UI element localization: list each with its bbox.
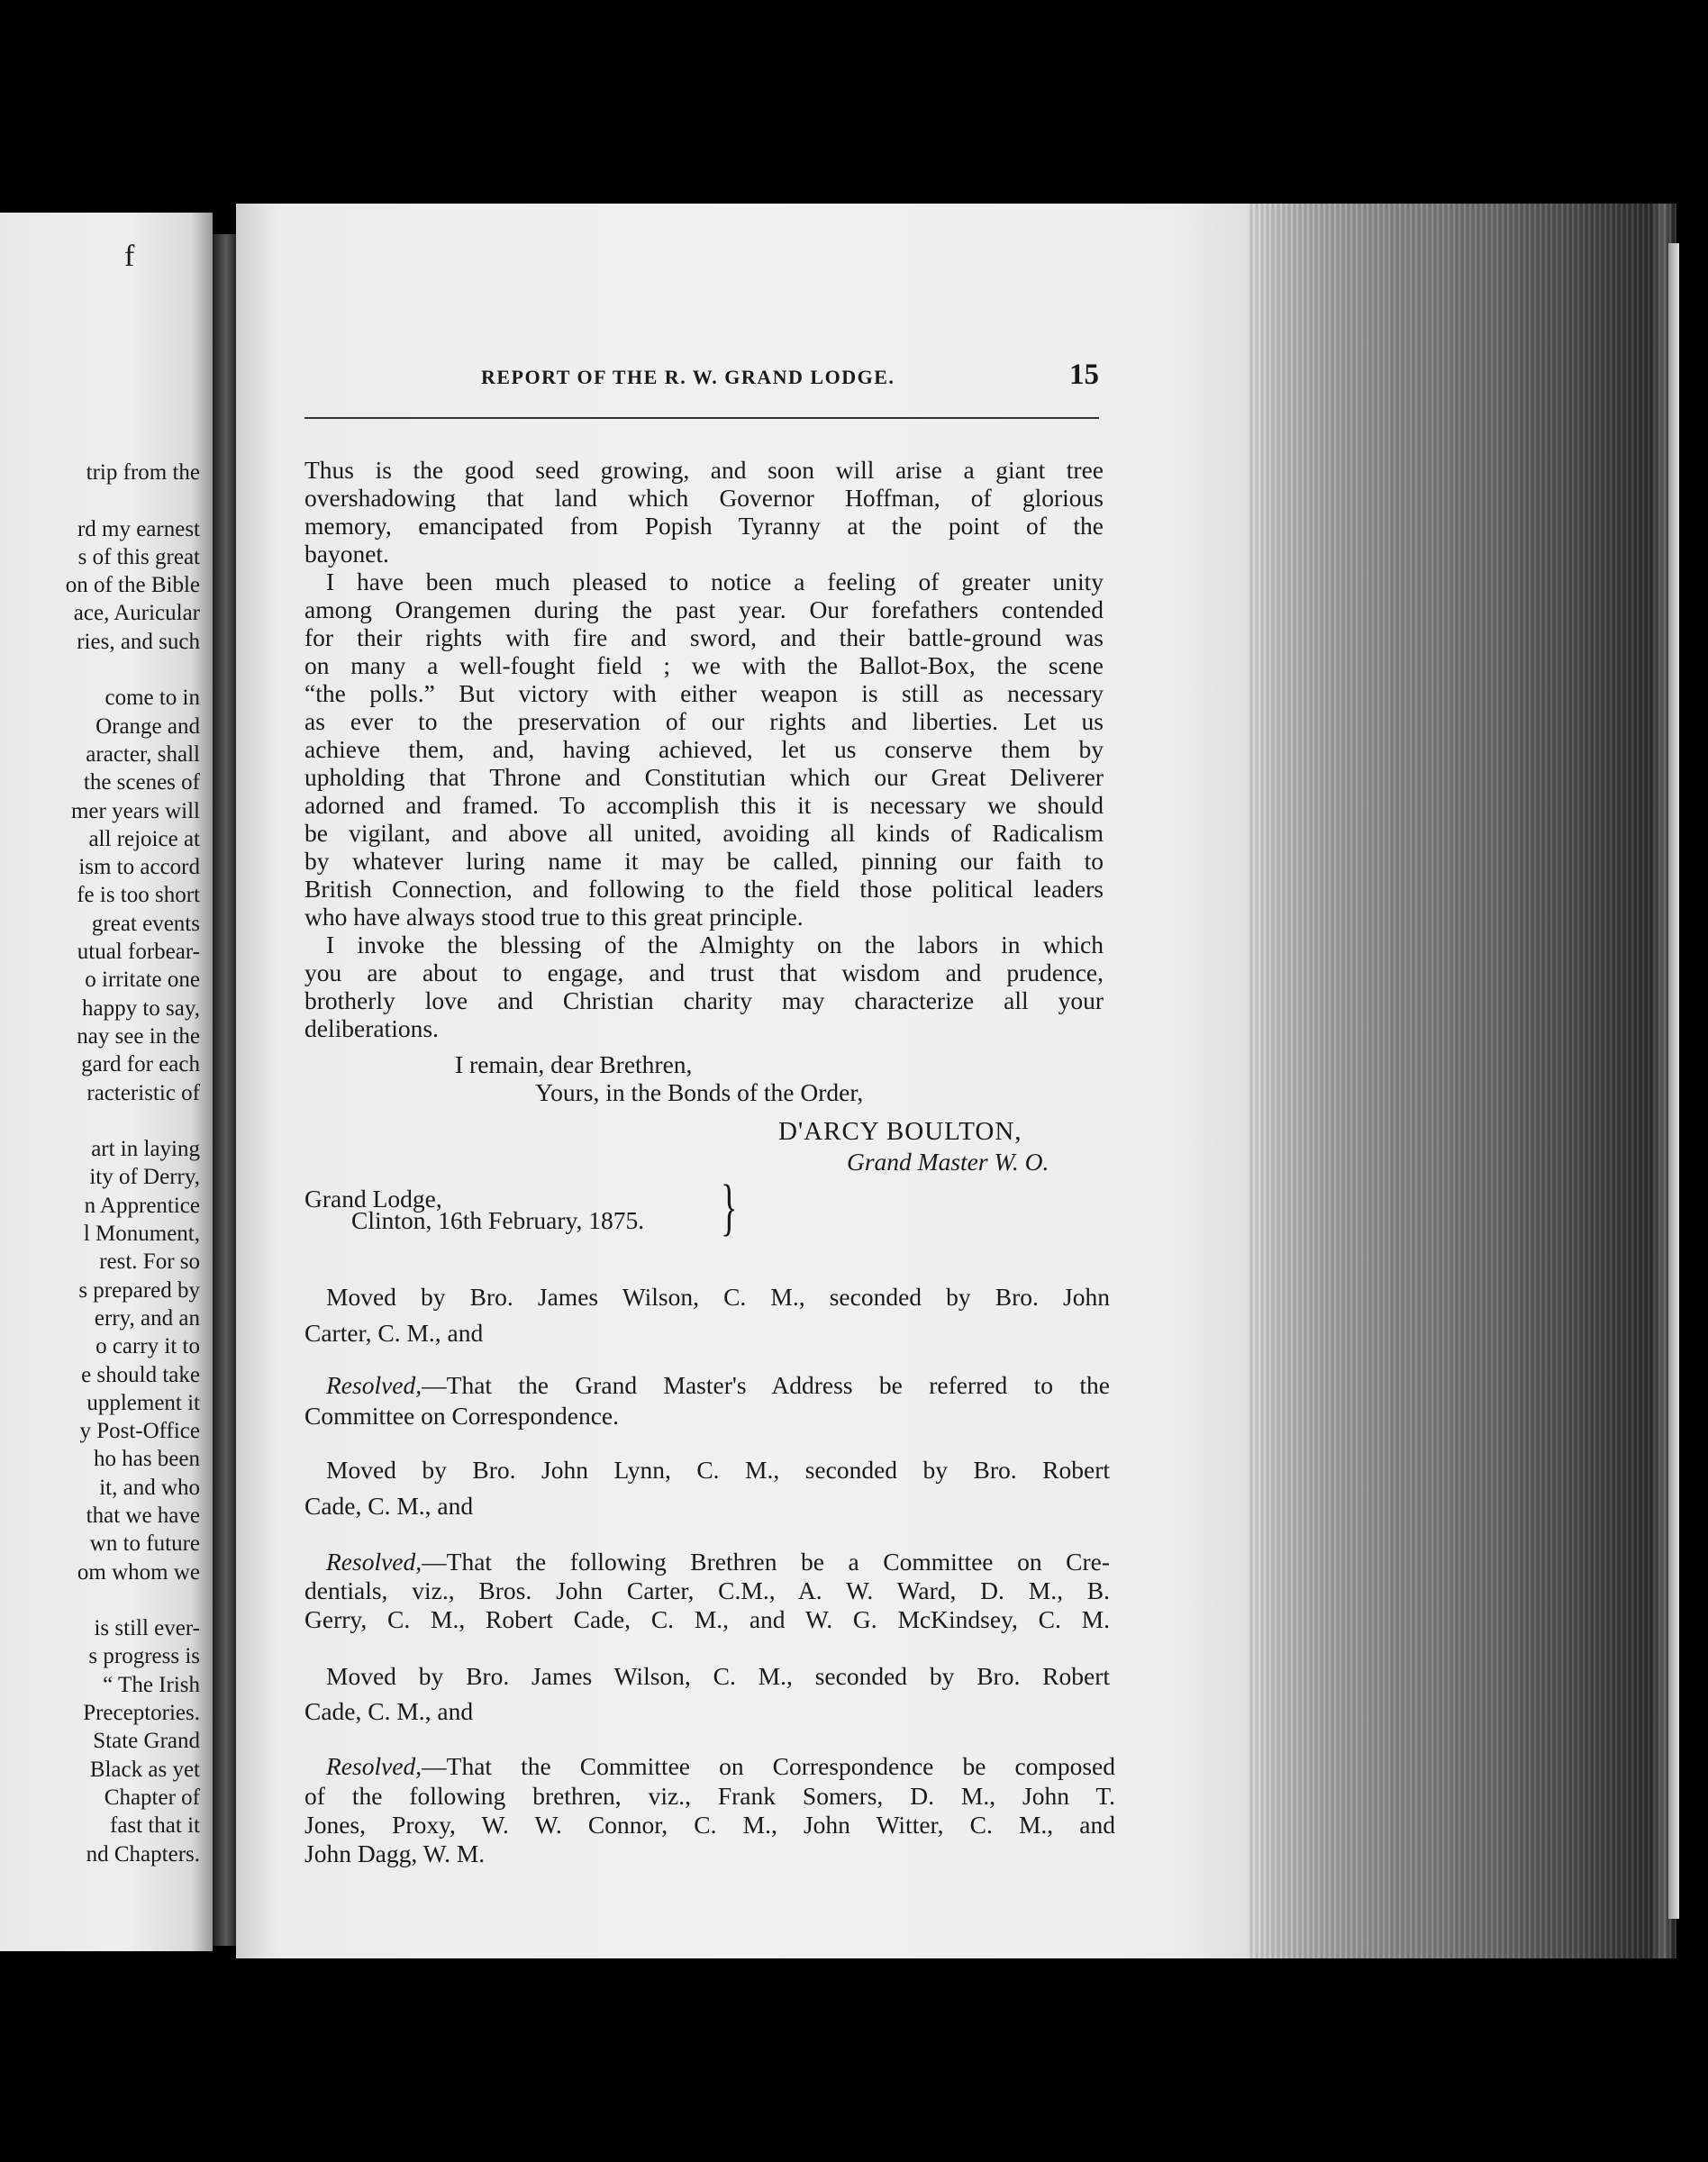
resolved3-line: Jones, Proxy, W. W. Connor, C. M., John Witter, C. M., and: [304, 1811, 1115, 1839]
left-page-line: wn to future: [89, 1531, 200, 1557]
para1-line: memory, emancipated from Popish Tyranny at the point of the: [304, 512, 1104, 540]
left-page-line: rest. For so: [99, 1249, 200, 1275]
left-page-line: e should take: [81, 1362, 200, 1387]
left-page-line: erry, and an: [94, 1305, 200, 1331]
para1-line: Thus is the good seed growing, and soon will arise a giant tree: [304, 456, 1104, 484]
left-page-line: Orange and: [95, 713, 200, 739]
signature-title: Grand Master W. O.: [847, 1148, 1049, 1176]
resolved2-line: Gerry, C. M., Robert Cade, C. M., and W. G. McKindsey, C. M.: [304, 1605, 1110, 1633]
resolved1-line: Committee on Correspondence.: [304, 1402, 620, 1430]
resolved1-text: —That the Grand Master's Address be referred to the: [422, 1371, 1110, 1399]
left-page-line: the scenes of: [83, 770, 200, 795]
left-page-line: s of this great: [77, 544, 200, 569]
left-page-line: ace, Auricular: [73, 601, 200, 626]
book-cover-edge: [1668, 243, 1679, 1919]
left-page-line: o carry it to: [95, 1334, 200, 1359]
left-page-line: ism to accord: [78, 855, 200, 880]
left-page-line: o irritate one: [85, 967, 200, 993]
para3-line: deliberations.: [304, 1014, 439, 1042]
closing-salutation: I remain, dear Brethren,: [455, 1050, 693, 1078]
resolved2-line: [326, 1548, 1110, 1576]
para2-line: by whatever luring name it may be called, pinning our faith to: [304, 847, 1104, 875]
motion2-line: Cade, C. M., and: [304, 1492, 474, 1520]
left-page-line: aracter, shall: [86, 741, 200, 767]
left-page-line: rd my earnest: [77, 516, 200, 541]
para1-line: overshadowing that land which Governor Hoffman, of glorious: [304, 484, 1104, 512]
left-page-line: gard for each: [81, 1052, 200, 1077]
resolved-label: Resolved,: [326, 1548, 422, 1576]
left-facing-page: [0, 213, 213, 1951]
para3-line: I invoke the blessing of the Almighty on the labors in which: [326, 931, 1104, 958]
left-page-line: is still ever-: [94, 1616, 200, 1641]
para3-line: you are about to engage, and trust that wisdom and prudence,: [304, 958, 1104, 986]
left-page-line: it, and who: [99, 1475, 200, 1500]
para2-line: for their rights with fire and sword, and their battle-ground was: [304, 623, 1104, 651]
header-rule: [304, 417, 1099, 419]
left-page-line: nd Chapters.: [86, 1841, 200, 1867]
signature-name: D'ARCY BOULTON,: [778, 1117, 1022, 1146]
resolved3-line: John Dagg, W. M.: [304, 1840, 486, 1867]
resolved3-text: —That the Committee on Correspondence be composed: [422, 1752, 1115, 1780]
left-page-line: Black as yet: [89, 1757, 200, 1782]
para2-line: adorned and framed. To accomplish this it is necessary we should: [304, 791, 1104, 819]
left-page-line: upplement it: [86, 1390, 200, 1415]
left-page-line: ity of Derry,: [89, 1165, 200, 1190]
left-page-line: happy to say,: [82, 995, 200, 1021]
left-page-line: racteristic of: [86, 1080, 200, 1105]
para2-line: British Connection, and following to the field those political leaders: [304, 875, 1104, 903]
motion1-line: Moved by Bro. James Wilson, C. M., seconded by Bro. John: [326, 1283, 1110, 1311]
para1-line: bayonet.: [304, 540, 389, 568]
left-page-line: n Apprentice: [84, 1193, 200, 1218]
left-page-line: come to in: [104, 686, 200, 711]
left-page-line: State Grand: [93, 1729, 200, 1754]
page-fore-edge: [1248, 204, 1676, 1958]
resolved-label: Resolved,: [326, 1371, 422, 1399]
left-page-line: [0, 656, 200, 684]
left-page-line: s prepared by: [78, 1277, 200, 1303]
resolved2-line: dentials, viz., Bros. John Carter, C.M., A. W. Ward, D. M., B.: [304, 1576, 1110, 1604]
resolved1-line: [326, 1371, 1110, 1399]
para2-line: who have always stood true to this great principle.: [304, 903, 804, 931]
left-page-line: ries, and such: [77, 629, 200, 654]
left-page-line: great events: [91, 911, 200, 936]
left-page-line: Chapter of: [104, 1785, 200, 1810]
left-page-line: mer years will: [70, 798, 200, 823]
left-page-line: that we have: [86, 1503, 200, 1528]
left-page-line: trip from the: [86, 460, 200, 485]
left-page-line: nay see in the: [77, 1023, 200, 1049]
motion1-line: Carter, C. M., and: [304, 1319, 484, 1347]
left-page-line: art in laying: [91, 1137, 200, 1162]
running-head: REPORT OF THE R. W. GRAND LODGE.: [481, 366, 895, 388]
para2-line: “the polls.” But victory with either weapon is still as necessary: [304, 679, 1104, 707]
left-page-line: y Post-Office: [79, 1419, 200, 1444]
left-page-line: Preceptories.: [83, 1701, 200, 1726]
resolved3-line: of the following brethren, viz., Frank Somers, D. M., John T.: [304, 1782, 1115, 1810]
para2-line: I have been much pleased to notice a feeling of greater unity: [326, 568, 1104, 595]
left-page-line: [0, 1586, 200, 1614]
para2-line: among Orangemen during the past year. Our forefathers contended: [304, 595, 1104, 623]
resolved2-text: —That the following Brethren be a Committee on Cre-: [422, 1548, 1110, 1576]
left-page-line: [0, 1107, 200, 1135]
para2-line: as ever to the preservation of our rights and liberties. Let us: [304, 707, 1104, 735]
left-page-line: on of the Bible: [65, 573, 200, 598]
left-page-line: fast that it: [110, 1813, 200, 1839]
left-page-line: utual forbear-: [77, 940, 200, 965]
para3-line: brotherly love and Christian charity may characterize all your: [304, 986, 1104, 1014]
motion3-line: Cade, C. M., and: [304, 1697, 474, 1725]
para2-line: achieve them, and, having achieved, let us conserve them by: [304, 735, 1104, 763]
para2-line: be vigilant, and above all united, avoiding all kinds of Radicalism: [304, 819, 1104, 847]
left-page-line: ho has been: [93, 1447, 200, 1472]
para2-line: upholding that Throne and Constitutian which our Great Deliverer: [304, 763, 1104, 791]
motion2-line: Moved by Bro. John Lynn, C. M., seconded by Bro. Robert: [326, 1456, 1110, 1484]
left-page-mark: f: [124, 240, 135, 273]
left-page-line: om whom we: [77, 1559, 200, 1585]
left-page-text: [0, 459, 200, 1868]
left-page-line: “ The Irish: [103, 1672, 200, 1697]
left-page-line: [0, 486, 200, 514]
left-page-line: all rejoice at: [88, 826, 200, 851]
left-page-line: l Monument,: [83, 1222, 200, 1247]
place-date: Clinton, 16th February, 1875.: [351, 1206, 645, 1234]
motion3-line: Moved by Bro. James Wilson, C. M., seconded by Bro. Robert: [326, 1662, 1110, 1690]
date-brace: }: [721, 1173, 738, 1242]
left-page-line: s progress is: [88, 1644, 200, 1669]
resolved-label: Resolved,: [326, 1752, 422, 1780]
place-lodge: Grand Lodge,: [304, 1185, 442, 1213]
closing-bonds: Yours, in the Bonds of the Order,: [535, 1078, 864, 1106]
resolved3-line: [326, 1752, 1115, 1780]
para2-line: on many a well-fought field ; we with the Ballot-Box, the scene: [304, 651, 1104, 679]
left-page-line: fe is too short: [77, 883, 200, 908]
page-number: 15: [1069, 359, 1099, 391]
